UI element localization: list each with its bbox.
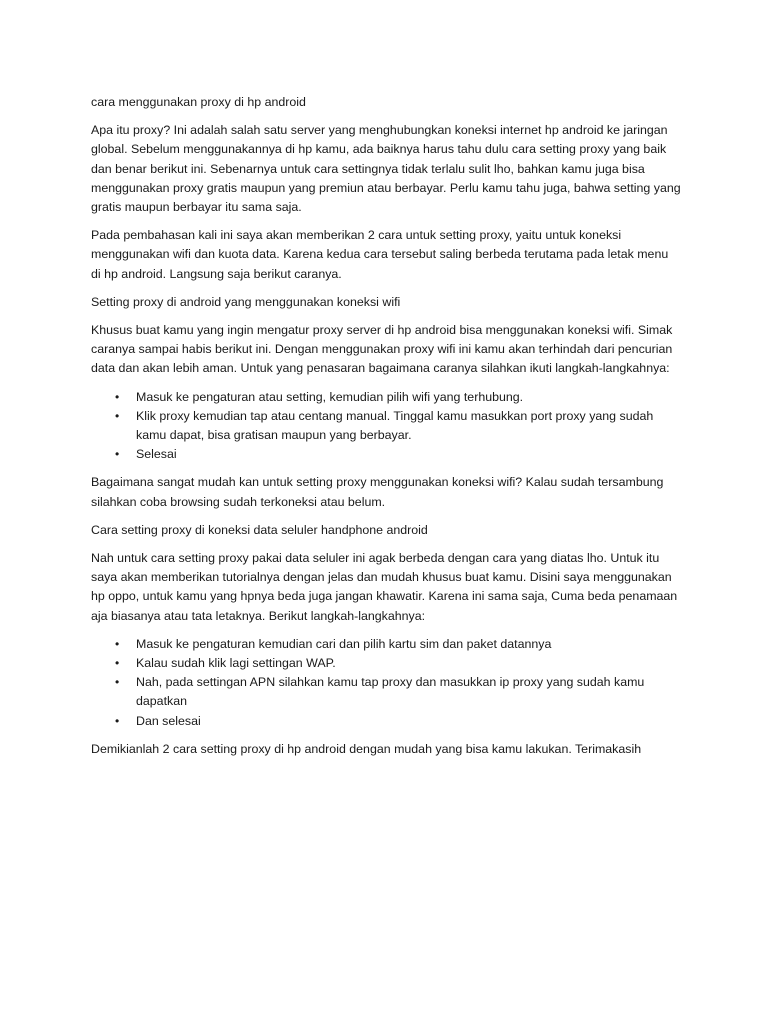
document-page: [91, 93, 681, 768]
list-item-text: Dan selesai: [136, 713, 201, 728]
bullet-icon: •: [115, 389, 120, 404]
bullet-icon: •: [115, 636, 120, 651]
bullet-icon: •: [115, 713, 120, 728]
list-item-text: Kalau sudah klik lagi settingan WAP.: [136, 656, 336, 671]
intro-paragraph: Apa itu proxy? Ini adalah salah satu server yang menghubungkan koneksi internet hp android ke jaringan global. Sebelum menggunakannya di hp kamu, ada baiknya harus tahu dulu cara setting proxy yang baik dan benar berikut ini. Sebenarnya untuk cara settingnya tidak terlalu sulit lho, bahkan kamu juga bisa menggunakan proxy gratis maupun yang premiun atau berbayar. Perlu kamu tahu juga, bahwa setting yang gratis maupun berbayar itu sama saja.: [91, 123, 681, 215]
wifi-steps-list: [91, 388, 681, 465]
wifi-intro-paragraph: Khusus buat kamu yang ingin mengatur proxy server di hp android bisa menggunakan koneksi wifi. Simak caranya sampai habis berikut ini. Dengan menggunakan proxy wifi ini kamu akan terhindah dari pencurian data dan akan lebih aman. Untuk yang penasaran bagaimana caranya silahkan ikuti langkah-langkahnya:: [91, 323, 673, 376]
list-item: [91, 388, 681, 407]
data-intro-paragraph: Nah untuk cara setting proxy pakai data seluler ini agak berbeda dengan cara yang diatas lho. Untuk itu saya akan memberikan tutorialnya dengan jelas dan mudah khusus buat kamu. Disini saya menggunakan hp oppo, untuk kamu yang hpnya beda juga jangan khawatir. Karena ini sama saja, Cuma beda penamaan aja biasanya atau tata letaknya. Berikut langkah-langkahnya:: [91, 551, 678, 623]
list-item: [91, 407, 681, 445]
data-steps-list: [91, 635, 681, 731]
list-item-text: Selesai: [136, 447, 177, 462]
overview-paragraph: Pada pembahasan kali ini saya akan memberikan 2 cara untuk setting proxy, yaitu untuk koneksi menggunakan wifi dan kuota data. Karena kedua cara tersebut saling berbeda terutama pada letak menu di hp android. Langsung saja berikut caranya.: [91, 228, 669, 281]
wifi-summary-paragraph: Bagaimana sangat mudah kan untuk setting proxy menggunakan koneksi wifi? Kalau sudah tersambung silahkan coba browsing sudah terkoneksi atau belum.: [91, 475, 664, 509]
list-item-text: Masuk ke pengaturan kemudian cari dan pilih kartu sim dan paket datannya: [136, 636, 552, 651]
list-item: [91, 654, 681, 673]
list-item: [91, 445, 681, 464]
closing-paragraph: Demikianlah 2 cara setting proxy di hp android dengan mudah yang bisa kamu lakukan. Terimakasih: [91, 741, 642, 756]
bullet-icon: •: [115, 656, 120, 671]
document-title: cara menggunakan proxy di hp android: [91, 95, 306, 109]
list-item: [91, 712, 681, 731]
data-section-heading: Cara setting proxy di koneksi data seluler handphone android: [91, 522, 428, 537]
list-item-text: Masuk ke pengaturan atau setting, kemudian pilih wifi yang terhubung.: [136, 389, 524, 404]
list-item: [91, 635, 681, 654]
list-item-text: Klik proxy kemudian tap atau centang manual. Tinggal kamu masukkan port proxy yang sudah kamu dapat, bisa gratisan maupun yang berbayar.: [136, 408, 654, 443]
list-item-text: Nah, pada settingan APN silahkan kamu tap proxy dan masukkan ip proxy yang sudah kamu dapatkan: [136, 675, 645, 709]
wifi-section-heading: Setting proxy di android yang menggunakan koneksi wifi: [91, 294, 401, 309]
bullet-icon: •: [115, 447, 120, 462]
bullet-icon: •: [115, 675, 120, 690]
list-item: [91, 673, 681, 711]
bullet-icon: •: [115, 408, 120, 423]
